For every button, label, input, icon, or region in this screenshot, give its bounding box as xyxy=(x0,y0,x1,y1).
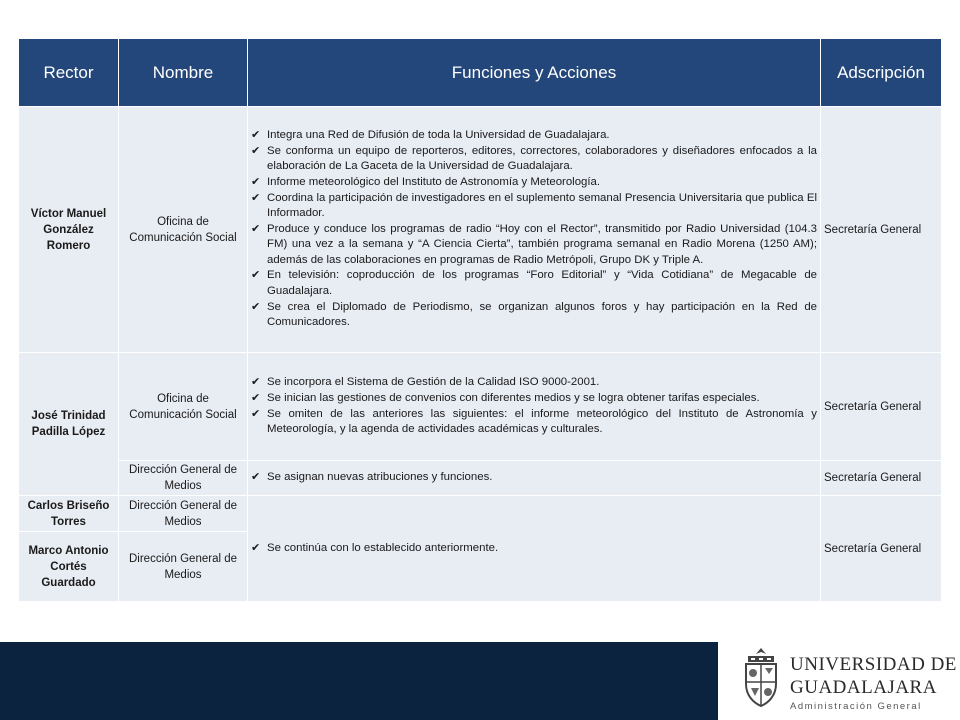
check-icon: ✔ xyxy=(251,222,261,235)
adscripcion-cell: Secretaría General xyxy=(821,107,942,353)
adscripcion-cell: Secretaría General xyxy=(821,496,942,602)
list-item: ✔ Se omiten de las anteriores las siguientes: el informe meteorológico del Instituto de Astronomía y Meteorología, y la agenda de actividades académicas y culturales. xyxy=(251,407,817,436)
functions-table xyxy=(18,38,942,602)
adscripcion-cell: Secretaría General xyxy=(821,353,942,461)
rector-cell: Marco Antonio Cortés Guardado xyxy=(19,532,119,602)
check-icon: ✔ xyxy=(251,269,261,282)
check-icon: ✔ xyxy=(251,129,261,142)
functions-list xyxy=(251,375,817,437)
nombre-cell: Dirección General de Medios xyxy=(119,532,248,602)
adscripcion-cell: Secretaría General xyxy=(821,461,942,496)
funciones-cell xyxy=(248,107,821,353)
rector-cell: Víctor Manuel González Romero xyxy=(19,107,119,353)
footer-band xyxy=(0,642,718,720)
check-icon: ✔ xyxy=(251,471,261,484)
header-adscripcion: Adscripción xyxy=(821,39,942,107)
check-icon: ✔ xyxy=(251,300,261,313)
header-rector: Rector xyxy=(19,39,119,107)
functions-list xyxy=(251,128,817,331)
table-row xyxy=(19,107,942,353)
table-row xyxy=(19,461,942,496)
logo-line-1: UNIVERSIDAD DE xyxy=(790,654,957,675)
check-icon: ✔ xyxy=(251,175,261,188)
check-icon: ✔ xyxy=(251,407,261,420)
nombre-cell: Oficina de Comunicación Social xyxy=(119,353,248,461)
functions-list xyxy=(251,470,817,486)
list-item: ✔ Se asignan nuevas atribuciones y funciones. xyxy=(251,470,817,486)
list-item: ✔ Informe meteorológico del Instituto de Astronomía y Meteorología. xyxy=(251,175,817,191)
header-funciones: Funciones y Acciones xyxy=(248,39,821,107)
list-item: ✔ Se continúa con lo establecido anteriormente. xyxy=(251,541,817,557)
table-row xyxy=(19,496,942,532)
list-item: ✔ Integra una Red de Difusión de toda la Universidad de Guadalajara. xyxy=(251,128,817,144)
header-nombre: Nombre xyxy=(119,39,248,107)
check-icon: ✔ xyxy=(251,144,261,157)
list-item: ✔ Se incorpora el Sistema de Gestión de la Calidad ISO 9000-2001. xyxy=(251,375,817,391)
funciones-cell xyxy=(248,353,821,461)
list-item: ✔ Coordina la participación de investigadores en el suplemento semanal Presencia Universitaria que publica El Informador. xyxy=(251,191,817,220)
list-item: ✔ Produce y conduce los programas de radio “Hoy con el Rector”, transmitido por Radio Universidad (104.3 FM) una vez a la semana y “A Ciencia Cierta”, también programa semanal en Radio Morena (1250 AM); además de las colaboraciones en programas de Radio Metrópoli, Grupo DK y Triple A. xyxy=(251,222,817,266)
university-logo xyxy=(742,646,957,716)
list-item: ✔ Se conforma un equipo de reporteros, editores, correctores, colaboradores y diseñadores enfocados a la elaboración de La Gaceta de la Universidad de Guadalajara. xyxy=(251,144,817,173)
logo-line-2: GUADALAJARA xyxy=(790,677,937,698)
university-seal-icon xyxy=(742,646,780,708)
list-item: ✔ Se crea el Diplomado de Periodismo, se organizan algunos foros y hay participación en la Red de Comunicadores. xyxy=(251,300,817,329)
table-header-row xyxy=(19,39,942,107)
check-icon: ✔ xyxy=(251,541,261,554)
rector-cell: José Trinidad Padilla López xyxy=(19,353,119,496)
check-icon: ✔ xyxy=(251,391,261,404)
functions-list xyxy=(251,541,817,557)
check-icon: ✔ xyxy=(251,376,261,389)
nombre-cell: Dirección General de Medios xyxy=(119,496,248,532)
rector-cell: Carlos Briseño Torres xyxy=(19,496,119,532)
logo-line-3: Administración General xyxy=(790,701,922,712)
list-item: ✔ Se inician las gestiones de convenios con diferentes medios y se logra obtener tarifas especiales. xyxy=(251,391,817,407)
nombre-cell: Dirección General de Medios xyxy=(119,461,248,496)
list-item: ✔ En televisión: coproducción de los programas “Foro Editorial” y “Vida Cotidiana” de Megacable de Guadalajara. xyxy=(251,269,817,298)
funciones-cell xyxy=(248,496,821,602)
nombre-cell: Oficina de Comunicación Social xyxy=(119,107,248,353)
funciones-cell xyxy=(248,461,821,496)
table-row xyxy=(19,353,942,461)
check-icon: ✔ xyxy=(251,191,261,204)
